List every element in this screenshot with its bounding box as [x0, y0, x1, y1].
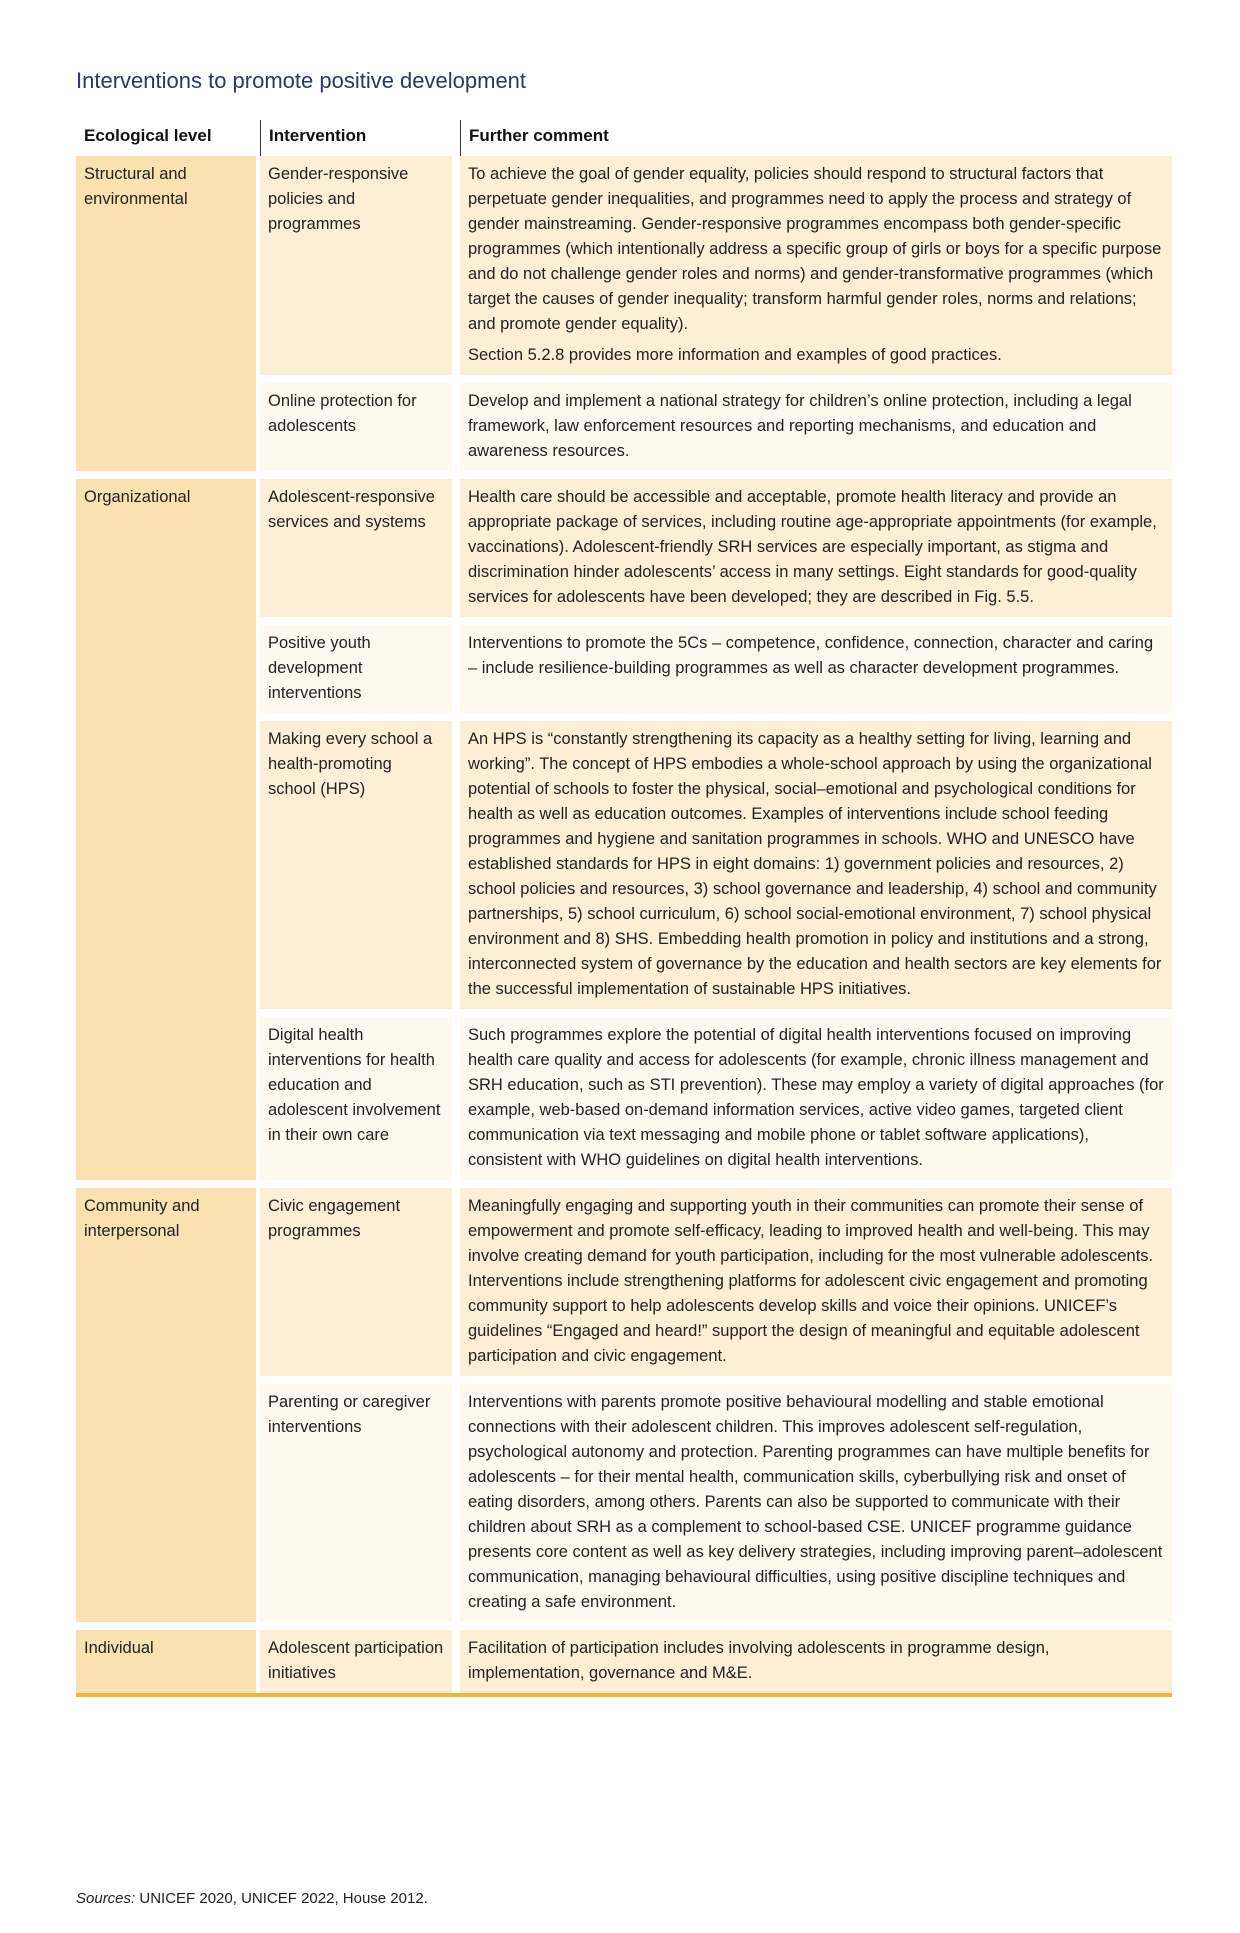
comment-cell	[460, 1009, 1172, 1180]
comment-cell	[460, 471, 1172, 617]
table-row	[76, 156, 1172, 375]
header-row	[76, 120, 1172, 156]
level-organizational: Organizational	[76, 471, 260, 1180]
intervention-cell: Adolescent participation initiatives	[260, 1622, 460, 1693]
level-individual: Individual	[76, 1622, 260, 1693]
comment-text: Interventions with parents promote positive behavioural modelling and stable emotional connections with their adolescent children. This improves adolescent self-regulation, psychological autonomy and protection. Parenting programmes can have multiple benefits for adolescents – for their mental health, communication skills, cyberbullying risk and onset of eating disorders, among others. Parents can also be supported to communicate with their children about SRH as a complement to school-based CSE. UNICEF programme guidance presents core content as well as key delivery strategies, including improving parent–adolescent communication, managing behavioural difficulties, using positive discipline techniques and creating a safe environment.	[468, 1393, 1163, 1611]
sources-text: UNICEF 2020, UNICEF 2022, House 2012.	[135, 1890, 428, 1907]
intervention-cell: Online protection for adolescents	[260, 375, 460, 471]
comment-cell	[460, 713, 1172, 1009]
header-intervention: Intervention	[260, 120, 460, 156]
comment-text: Facilitation of participation includes involving adolescents in programme design, implementation, governance and M&E.	[468, 1639, 1050, 1682]
intervention-cell: Civic engagement programmes	[260, 1180, 460, 1376]
comment-cell	[460, 375, 1172, 471]
table-row	[76, 1180, 1172, 1376]
comment-cell	[460, 1376, 1172, 1622]
comment-text: Meaningfully engaging and supporting youth in their communities can promote their sense of empowerment and promote self-efficacy, leading to improved health and well-being. This may involve creating demand for youth participation, including for the most vulnerable adolescents. Interventions include strengthening platforms for adolescent civic engagement and promoting community support to help adolescents develop skills and voice their opinions. UNICEF’s guidelines “Engaged and heard!” support the design of meaningful and equitable adolescent participation and civic engagement.	[468, 1197, 1154, 1365]
comment-cell	[460, 1622, 1172, 1693]
comment-text: Section 5.2.8 provides more information and examples of good practices.	[468, 346, 1002, 364]
intervention-cell: Making every school a health-promoting school (HPS)	[260, 713, 460, 1009]
intervention-cell: Digital health interventions for health education and adolescent involvement in their own care	[260, 1009, 460, 1180]
comment-cell	[460, 1180, 1172, 1376]
level-structural: Structural and environmental	[76, 156, 260, 471]
level-community: Community and interpersonal	[76, 1180, 260, 1622]
intervention-cell: Parenting or caregiver interventions	[260, 1376, 460, 1622]
comment-text: Such programmes explore the potential of digital health interventions focused on improving health care quality and access for adolescents (for example, chronic illness management and SRH education, such as STI prevention). These may employ a variety of digital approaches (for example, web-based on-demand information services, active video games, targeted client communication via text messaging and mobile phone or tablet software applications), consistent with WHO guidelines on digital health interventions.	[468, 1026, 1164, 1169]
table-section	[76, 68, 1172, 1697]
interventions-table	[76, 120, 1172, 1693]
intervention-cell: Positive youth development interventions	[260, 617, 460, 713]
comment-cell	[460, 156, 1172, 375]
table-row	[76, 471, 1172, 617]
comment-text: Develop and implement a national strategy for children’s online protection, including a legal framework, law enforcement resources and reporting mechanisms, and education and awareness resources.	[468, 392, 1132, 460]
comment-cell	[460, 617, 1172, 713]
intervention-cell: Gender-responsive policies and programmes	[260, 156, 460, 375]
comment-text: Health care should be accessible and acceptable, promote health literacy and provide an appropriate package of services, including routine age-appropriate appointments (for example, vaccinations). Adolescent-friendly SRH services are especially important, as stigma and discrimination hinder adolescents’ access in many settings. Eight standards for good-quality services for adolescents have been developed; they are described in Fig. 5.5.	[468, 488, 1157, 606]
table-bottom-rule	[76, 1693, 1172, 1697]
intervention-cell: Adolescent-responsive services and systems	[260, 471, 460, 617]
comment-text: To achieve the goal of gender equality, policies should respond to structural factors that perpetuate gender inequalities, and programmes need to apply the process and strategy of gender mainstreaming. Gender-responsive programmes encompass both gender-specific programmes (which intentionally address a specific group of girls or boys for a specific purpose and do not challenge gender roles and norms) and gender-transformative programmes (which target the causes of gender inequality; transform harmful gender roles, norms and relations; and promote gender equality).	[468, 165, 1162, 333]
comment-text: Interventions to promote the 5Cs – competence, confidence, connection, character and caring – include resilience-building programmes as well as character development programmes.	[468, 634, 1154, 677]
sources-note	[76, 1890, 428, 1907]
header-ecological-level: Ecological level	[84, 126, 212, 145]
table-title: Interventions to promote positive development	[76, 68, 527, 93]
comment-text: An HPS is “constantly strengthening its capacity as a healthy setting for living, learning and working”. The concept of HPS embodies a whole-school approach by using the organizational potential of schools to foster the physical, social–emotional and psychological conditions for health as well as education outcomes. Examples of interventions include school feeding programmes and hygiene and sanitation programmes in schools. WHO and UNESCO have established standards for HPS in eight domains: 1) government policies and resources, 2) school policies and resources, 3) school governance and leadership, 4) school and community partnerships, 5) school curriculum, 6) school social-emotional environment, 7) school physical environment and 8) SHS. Embedding health promotion in policy and institutions and a strong, interconnected system of governance by the education and health sectors are key elements for the successful implementation of sustainable HPS initiatives.	[468, 730, 1162, 998]
sources-label: Sources:	[76, 1890, 136, 1907]
header-further-comment: Further comment	[460, 120, 1172, 156]
table-row	[76, 1622, 1172, 1693]
